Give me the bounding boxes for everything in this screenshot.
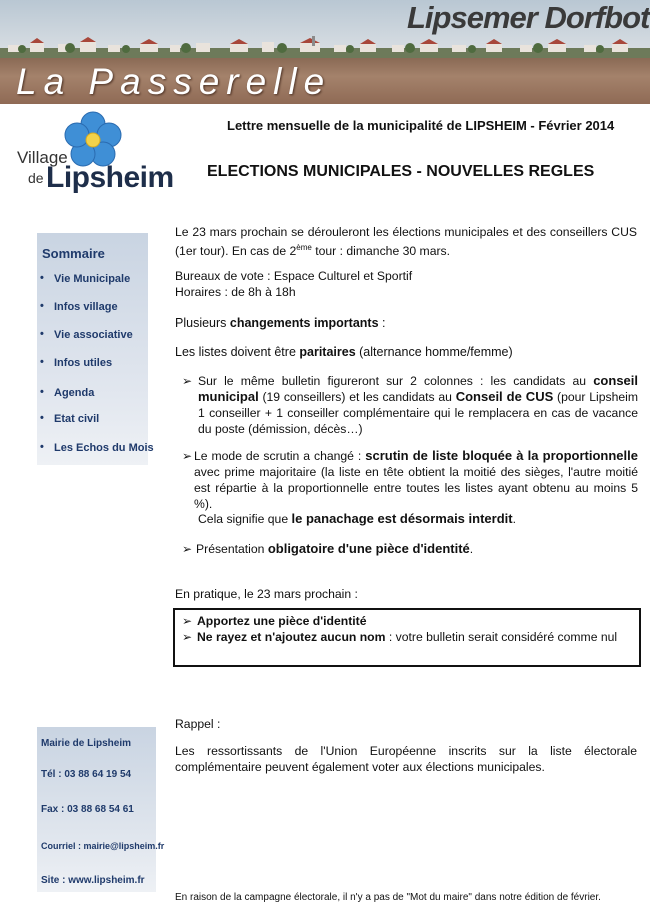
newsletter-name: La Passerelle [16, 61, 332, 102]
footer-note: En raison de la campagne électorale, il n'y a pas de "Mot du maire" dans notre édition de février. [175, 892, 601, 903]
masthead-banner [0, 0, 650, 104]
arrow-bullet-icon: ➢ [182, 374, 193, 388]
sommaire-item-label: Infos village [54, 301, 118, 313]
bullet-icon: • [40, 386, 44, 398]
contact-email-link[interactable]: Courriel : mairie@lipsheim.fr [41, 841, 165, 851]
village-skyline-image [0, 36, 650, 60]
sommaire-title: Sommaire [42, 246, 105, 261]
arrow-bullet-icon: ➢ [182, 630, 193, 644]
intro-paragraph: Le 23 mars prochain se dérouleront les élections municipales et des conseillers CUS (1er tour). En cas de 2ème tour : dimanche 30 mars. [175, 225, 637, 259]
sommaire-item-label: Les Echos du Mois [54, 442, 154, 454]
article-headline: ELECTIONS MUNICIPALES - NOUVELLES REGLES [207, 163, 595, 180]
sommaire-panel [37, 233, 154, 465]
bullet-icon: • [40, 272, 44, 284]
practice-box [173, 608, 641, 667]
contact-mairie: Mairie de Lipsheim [41, 738, 132, 749]
parity-lists-text: Les listes doivent être paritaires (alternance homme/femme) [175, 345, 513, 359]
sommaire-item-label: Vie Municipale [54, 273, 131, 285]
sommaire-item-label: Vie associative [54, 329, 133, 341]
sommaire-item-label: Agenda [54, 387, 95, 399]
sommaire-item-label: Etat civil [54, 413, 100, 425]
no-cross-out-text: Ne rayez et n'ajoutez aucun nom : votre bulletin serait considéré comme nul [197, 630, 618, 644]
bullet-icon: • [40, 356, 44, 368]
ballot-columns-text: Sur le même bulletin figureront sur 2 colonnes : les candidats au conseil municipal (19 conseillers) et les candidats au Conseil de CUS (pour Lipsheim 1 conseiller + 1 conseiller complémentaire qui le remplacera en cas de vacance du poste (démission, décès…) [198, 373, 639, 436]
in-practice-text: En pratique, le 23 mars prochain : [175, 587, 358, 601]
bring-id-text: Apportez une pièce d'identité [197, 614, 367, 628]
contact-fax: Fax : 03 88 68 54 61 [41, 804, 134, 815]
contact-website-link[interactable]: Site : www.lipsheim.fr [41, 875, 145, 886]
logo-village-text: Village [17, 148, 68, 167]
reminder-label: Rappel : [175, 717, 221, 731]
id-required-text: Présentation obligatoire d'une pièce d'identité. [196, 541, 474, 556]
logo-de-text: de [28, 170, 44, 186]
arrow-bullet-icon: ➢ [182, 614, 193, 628]
bullet-icon: • [40, 441, 44, 453]
panachage-text: Cela signifie que le panachage est désormais interdit. [198, 511, 516, 526]
opening-hours-text: Horaires : de 8h à 18h [175, 285, 296, 299]
contact-phone: Tél : 03 88 64 19 54 [41, 769, 132, 780]
voting-method-text: Le mode de scrutin a changé : scrutin de liste bloquée à la proportionnelle avec prime majoritaire (la liste en tête obtient la moitié des sièges, l'autre moitié est répartie à la proportionnelle entre toutes les listes ayant obtenu au moins 5 %). [194, 448, 638, 511]
newsletter-subtitle: Lettre mensuelle de la municipalité de LIPSHEIM - Février 2014 [227, 118, 615, 133]
logo-town-name: Lipsheim [46, 161, 174, 194]
polling-station-text: Bureaux de vote : Espace Culturel et Sportif [175, 269, 413, 283]
sommaire-item-label: Infos utiles [54, 357, 113, 369]
contact-panel [37, 727, 165, 892]
arrow-bullet-icon: ➢ [182, 449, 193, 463]
eu-citizens-text: Les ressortissants de l'Union Européenne inscrits sur la liste électorale complémentaire peuvent également voter aux élections municipales. [175, 744, 637, 774]
bullet-icon: • [40, 328, 44, 340]
arrow-bullet-icon: ➢ [182, 542, 193, 556]
bullet-icon: • [40, 412, 44, 424]
newsletter-title: Lipsemer Dorfbot [407, 0, 650, 35]
important-changes-text: Plusieurs changements importants : [175, 316, 386, 330]
bullet-icon: • [40, 300, 44, 312]
